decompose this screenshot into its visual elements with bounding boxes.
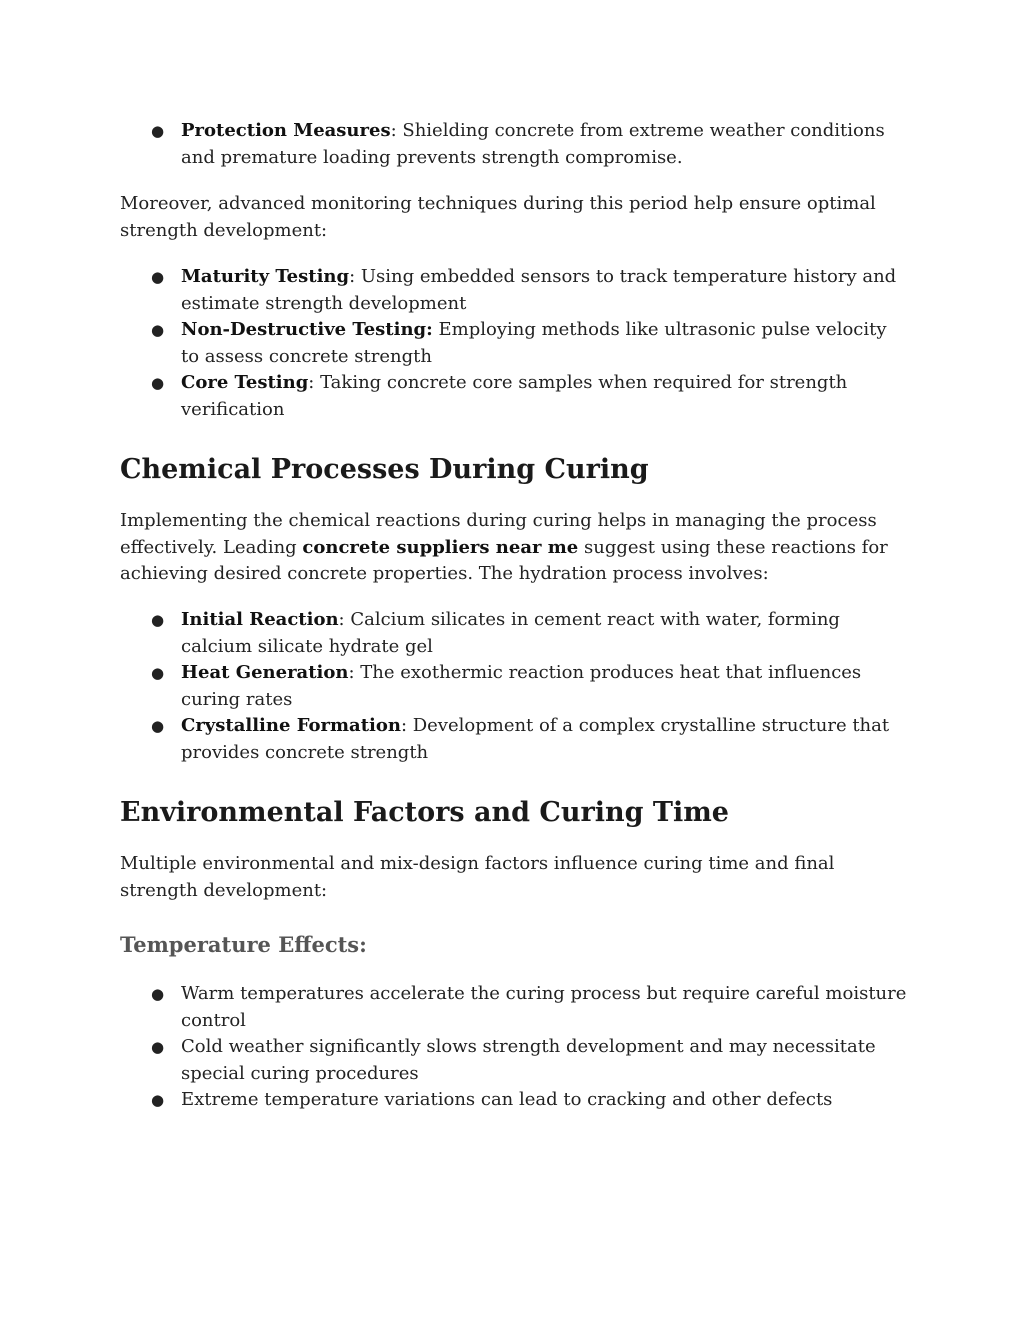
list-item-term: Initial Reaction: [181, 609, 339, 630]
section-heading-chemical: Chemical Processes During Curing: [120, 454, 649, 485]
chemical-list: [120, 607, 910, 766]
list-item-term: Crystalline Formation: [181, 715, 401, 736]
list-item-text: Cold weather significantly slows strength development and may necessitate special curing procedures: [181, 1036, 876, 1084]
bullet-icon: ●: [151, 717, 165, 735]
list-item: [120, 981, 910, 1034]
list-item: [120, 264, 910, 317]
temperature-list: [120, 981, 910, 1114]
chemical-intro-text: Implementing the chemical reactions during curing helps in managing the process effectively. Leading: [120, 510, 877, 558]
bullet-icon: ●: [151, 268, 165, 286]
list-item-text: Warm temperatures accelerate the curing process but require careful moisture control: [181, 983, 907, 1031]
suppliers-bold-phrase: concrete suppliers near me: [302, 536, 579, 558]
list-item: [120, 1034, 910, 1087]
bullet-icon: ●: [151, 122, 165, 140]
chemical-intro: [120, 508, 910, 588]
bullet-icon: ●: [151, 1091, 165, 1109]
bullet-icon: ●: [151, 374, 165, 392]
section-heading-environmental: Environmental Factors and Curing Time: [120, 797, 729, 828]
monitoring-list: [120, 264, 910, 423]
list-item-term: Protection Measures: [181, 120, 391, 141]
list-item-text: : Shielding concrete from extreme weather conditions and premature loading prevents strength compromise.: [181, 120, 885, 168]
bullet-icon: ●: [151, 321, 165, 339]
list-item-text: Employing methods like ultrasonic pulse velocity to assess concrete strength: [181, 319, 887, 367]
list-item: [120, 370, 910, 423]
list-item-text: : Calcium silicates in cement react with water, forming calcium silicate hydrate gel: [181, 609, 840, 657]
protection-list: [120, 118, 910, 171]
bullet-icon: ●: [151, 664, 165, 682]
list-item: [120, 607, 910, 660]
list-item-text: : Taking concrete core samples when required for strength verification: [181, 372, 848, 420]
environmental-intro: Multiple environmental and mix-design factors influence curing time and final strength development:: [120, 853, 835, 901]
chemical-intro-text-end: suggest using these reactions for achieving desired concrete properties. The hydration process involves:: [120, 536, 888, 584]
bullet-icon: ●: [151, 611, 165, 629]
list-item: [120, 713, 910, 766]
list-item-term: Maturity Testing: [181, 266, 350, 287]
list-item: [120, 317, 910, 370]
list-item-text: : Development of a complex crystalline structure that provides concrete strength: [181, 715, 890, 763]
bullet-icon: ●: [151, 985, 165, 1003]
list-item-term: Heat Generation: [181, 662, 349, 683]
list-item-text: Extreme temperature variations can lead to cracking and other defects: [181, 1089, 833, 1110]
list-item: [120, 118, 910, 171]
subheading-temperature-effects: Temperature Effects:: [120, 932, 367, 957]
list-item: [120, 1087, 910, 1114]
list-item: [120, 660, 910, 713]
list-item-term: Non-Destructive Testing:: [181, 319, 433, 340]
list-item-term: Core Testing: [181, 372, 309, 393]
bullet-icon: ●: [151, 1038, 165, 1056]
monitoring-intro: Moreover, advanced monitoring techniques during this period help ensure optimal strength development:: [120, 193, 876, 241]
list-item-text: : The exothermic reaction produces heat that influences curing rates: [181, 662, 862, 710]
list-item-text: : Using embedded sensors to track temperature history and estimate strength development: [181, 266, 897, 314]
